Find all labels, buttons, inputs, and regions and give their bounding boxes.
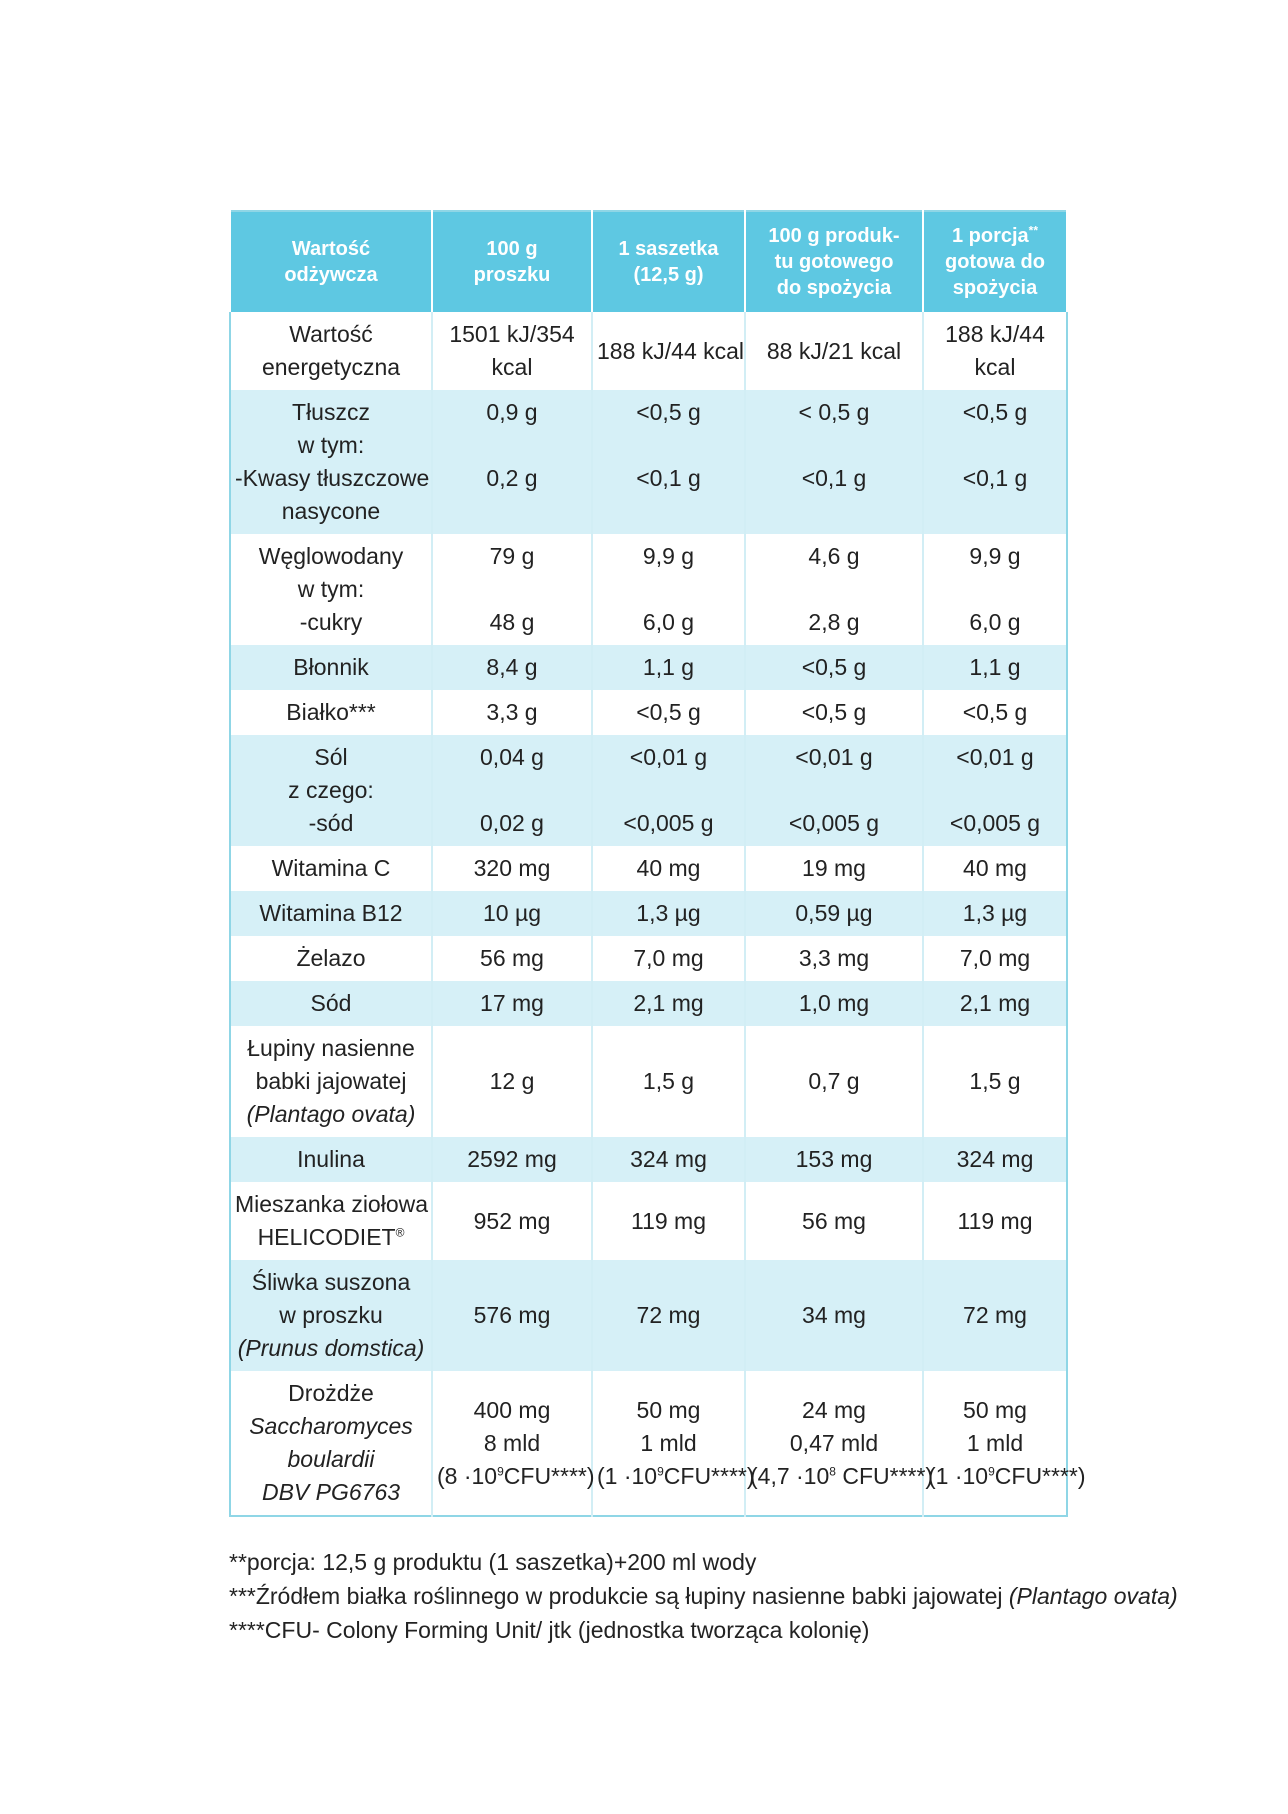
table-row-iron — [230, 936, 1067, 981]
cell-per-portion: 7,0 mg — [923, 936, 1067, 981]
cell-per-portion: <0,01 g <0,005 g — [923, 735, 1067, 846]
cell-per-sachet: 50 mg 1 mld $(1 \cdot 10^9CFU****)$ — [592, 1371, 745, 1516]
table-row-herbal-blend — [230, 1182, 1067, 1260]
cell-per-100g-ready: 153 mg — [745, 1137, 923, 1182]
cell-per-portion: 1,5 g — [923, 1026, 1067, 1137]
cell-per-sachet: 7,0 mg — [592, 936, 745, 981]
cell-per-portion: 9,9 g 6,0 g — [923, 534, 1067, 645]
footnote-portion: **porcja: 12,5 g produktu (1 saszetka)+200 ml wody — [229, 1549, 757, 1575]
row-label: Drożdże Saccharomyces boulardii DBV PG6763 — [230, 1371, 432, 1516]
row-label: Białko*** — [230, 690, 432, 735]
table-row-vitamin-c — [230, 846, 1067, 891]
cell-per-sachet: 188 kJ/44 kcal — [592, 312, 745, 390]
header-nutrient: Wartość odżywcza — [230, 211, 432, 312]
cell-per-100g-powder: 56 mg — [432, 936, 592, 981]
cell-per-sachet: 119 mg — [592, 1182, 745, 1260]
cell-per-100g-powder: 12 g — [432, 1026, 592, 1137]
cell-per-portion: 1,1 g — [923, 645, 1067, 690]
table-row-psyllium — [230, 1026, 1067, 1137]
table-row-yeast — [230, 1371, 1067, 1516]
cell-per-sachet: <0,5 g <0,1 g — [592, 390, 745, 534]
cell-per-100g-powder: 2592 mg — [432, 1137, 592, 1182]
cell-per-100g-powder: 576 mg — [432, 1260, 592, 1371]
table-row-dried-plum — [230, 1260, 1067, 1371]
table-row-inulin — [230, 1137, 1067, 1182]
cell-per-portion: 324 mg — [923, 1137, 1067, 1182]
cell-per-100g-ready: <0,5 g — [745, 690, 923, 735]
cell-per-portion: 40 mg — [923, 846, 1067, 891]
cell-per-sachet: 324 mg — [592, 1137, 745, 1182]
cell-per-100g-ready: 34 mg — [745, 1260, 923, 1371]
cell-per-sachet: 72 mg — [592, 1260, 745, 1371]
cell-per-100g-ready: 19 mg — [745, 846, 923, 891]
cell-per-100g-powder: 400 mg 8 mld $(8 \cdot 10^9CFU****)$ — [432, 1371, 592, 1516]
table-row-energy — [230, 312, 1067, 390]
cell-per-100g-powder: 0,9 g 0,2 g — [432, 390, 592, 534]
table-row-sodium — [230, 981, 1067, 1026]
cell-per-portion: 1,3 µg — [923, 891, 1067, 936]
cell-per-100g-powder: 3,3 g — [432, 690, 592, 735]
cell-per-portion: <0,5 g <0,1 g — [923, 390, 1067, 534]
table-row-fat — [230, 390, 1067, 534]
header-per-100g-ready: 100 g produk- tu gotowego do spożycia — [745, 211, 923, 312]
row-label: Łupiny nasienne babki jajowatej (Plantago ovata) — [230, 1026, 432, 1137]
cell-per-sachet: 9,9 g 6,0 g — [592, 534, 745, 645]
cell-per-100g-ready: 1,0 mg — [745, 981, 923, 1026]
cell-per-100g-powder: 10 µg — [432, 891, 592, 936]
cell-per-100g-powder: 17 mg — [432, 981, 592, 1026]
cell-per-sachet: 1,1 g — [592, 645, 745, 690]
row-label: Tłuszcz w tym: -Kwasy tłuszczowe nasycone — [230, 390, 432, 534]
cell-per-100g-ready: 24 mg 0,47 mld ($4,7 \cdot 10^8$ CFU****) — [745, 1371, 923, 1516]
row-label: Sód — [230, 981, 432, 1026]
cell-per-100g-powder: 8,4 g — [432, 645, 592, 690]
cell-per-sachet: <0,01 g <0,005 g — [592, 735, 745, 846]
row-label: Węglowodany w tym: -cukry — [230, 534, 432, 645]
cell-per-portion: <0,5 g — [923, 690, 1067, 735]
header-per-portion: 1 porcja** gotowa do spożycia — [923, 211, 1067, 312]
header-per-100g-powder: 100 g proszku — [432, 211, 592, 312]
cell-per-100g-ready: <0,5 g — [745, 645, 923, 690]
row-label: Inulina — [230, 1137, 432, 1182]
row-label: Wartość energetyczna — [230, 312, 432, 390]
table-row-salt — [230, 735, 1067, 846]
footnote-protein-source: ***Źródłem białka roślinnego w produkcie są łupiny nasienne babki jajowatej (Plantago ovata) — [229, 1583, 1178, 1609]
cell-per-100g-ready: 88 kJ/21 kcal — [745, 312, 923, 390]
cell-per-100g-ready: 3,3 mg — [745, 936, 923, 981]
cell-per-sachet: 2,1 mg — [592, 981, 745, 1026]
footnotes — [229, 1545, 1178, 1647]
cell-per-100g-powder: 1501 kJ/354 kcal — [432, 312, 592, 390]
row-label: Śliwka suszona w proszku (Prunus domstica) — [230, 1260, 432, 1371]
cell-per-sachet: 40 mg — [592, 846, 745, 891]
row-label: Błonnik — [230, 645, 432, 690]
nutrition-table — [229, 210, 1086, 1517]
cell-per-portion: 50 mg 1 mld $(1 \cdot 10^9CFU****)$ — [923, 1371, 1067, 1516]
footnote-cfu: ****CFU- Colony Forming Unit/ jtk (jednostka tworząca kolonię) — [229, 1617, 870, 1643]
table-row-fiber — [230, 645, 1067, 690]
row-label: Witamina C — [230, 846, 432, 891]
cell-per-sachet: <0,5 g — [592, 690, 745, 735]
cell-per-100g-powder: 320 mg — [432, 846, 592, 891]
cell-per-100g-ready: 0,7 g — [745, 1026, 923, 1137]
row-label: Żelazo — [230, 936, 432, 981]
cell-per-100g-ready: 0,59 µg — [745, 891, 923, 936]
cell-per-portion: 188 kJ/44 kcal — [923, 312, 1067, 390]
cell-per-portion: 72 mg — [923, 1260, 1067, 1371]
cell-per-portion: 119 mg — [923, 1182, 1067, 1260]
row-label: Witamina B12 — [230, 891, 432, 936]
table-row-protein — [230, 690, 1067, 735]
table-row-carbohydrates — [230, 534, 1067, 645]
cell-per-100g-ready: < 0,5 g <0,1 g — [745, 390, 923, 534]
row-label: Sól z czego: -sód — [230, 735, 432, 846]
table-row-vitamin-b12 — [230, 891, 1067, 936]
row-label: Mieszanka ziołowa HELICODIET® — [230, 1182, 432, 1260]
cell-per-sachet: 1,5 g — [592, 1026, 745, 1137]
cell-per-100g-powder: 952 mg — [432, 1182, 592, 1260]
cell-per-100g-powder: 0,04 g 0,02 g — [432, 735, 592, 846]
cell-per-portion: 2,1 mg — [923, 981, 1067, 1026]
cell-per-100g-ready: 56 mg — [745, 1182, 923, 1260]
cell-per-100g-ready: 4,6 g 2,8 g — [745, 534, 923, 645]
cell-per-100g-ready: <0,01 g <0,005 g — [745, 735, 923, 846]
cell-per-100g-powder: 79 g 48 g — [432, 534, 592, 645]
cell-per-sachet: 1,3 µg — [592, 891, 745, 936]
header-per-sachet: 1 saszetka (12,5 g) — [592, 211, 745, 312]
table-header-row — [230, 211, 1067, 312]
